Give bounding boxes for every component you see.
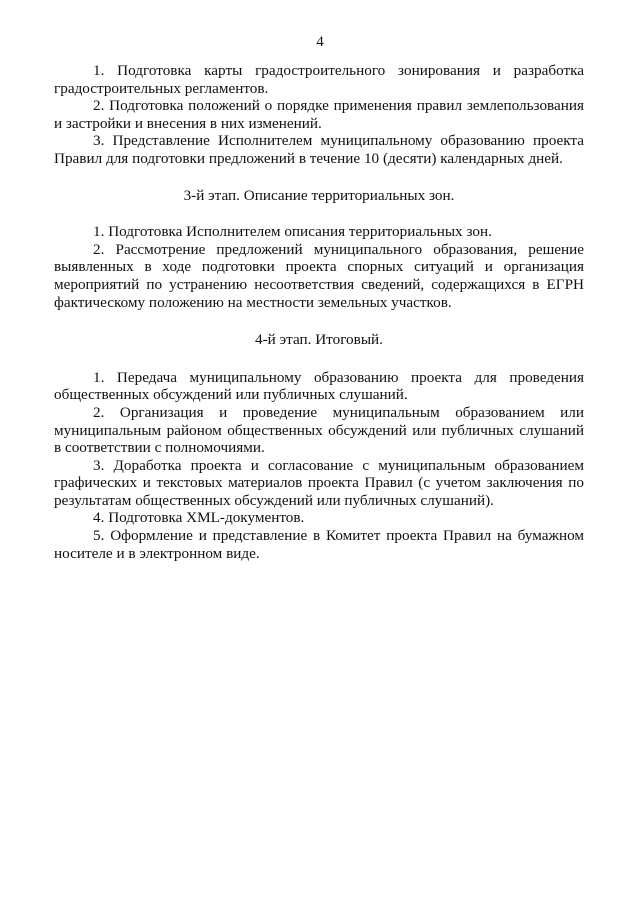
stage4-title: 4-й этап. Итоговый. <box>255 331 383 349</box>
stage4-item-1: 1. Передача муниципальному образованию проекта для проведения общественных обсуждений или публичных слушаний. <box>54 368 584 404</box>
stage2-item-1: 1. Подготовка карты градостроительного зонирования и разработка градостроительных регламентов. <box>54 62 584 97</box>
page-number: 4 <box>316 34 324 50</box>
stage3-item-1: 1. Подготовка Исполнителем описания территориальных зон. <box>93 223 492 241</box>
stage3-title: 3-й этап. Описание территориальных зон. <box>183 186 455 204</box>
stage4-item-5: 5. Оформление и представление в Комитет проекта Правил на бумажном носителе и в электронном виде. <box>54 527 584 562</box>
stage3-item-2: 2. Рассмотрение предложений муниципального образования, решение выявленных в ходе подготовки проекта спорных ситуаций и организация мероприятий по устранению несоответствия сведений, содержащихся в ЕГРН фактическому положению на местности земельных участков. <box>54 240 584 311</box>
stage2-item-3: 3. Представление Исполнителем муниципальному образованию проекта Правил для подготовки предложений в течение 10 (десяти) календарных дней. <box>54 132 584 167</box>
stage4-item-3: 3. Доработка проекта и согласование с муниципальным образованием графических и текстовых материалов проекта Правил (с учетом заключения по результатам общественных обсуждений или публичных слушаний). <box>54 456 584 509</box>
stage2-item-2: 2. Подготовка положений о порядке применения правил землепользования и застройки и внесения в них изменений. <box>54 97 584 132</box>
stage4-item-2: 2. Организация и проведение муниципальным образованием или муниципальным районом общественных обсуждений или публичных слушаний в соответствии с полномочиями. <box>54 403 584 457</box>
document-body <box>54 62 584 562</box>
stage4-item-4: 4. Подготовка XML-документов. <box>93 509 305 527</box>
